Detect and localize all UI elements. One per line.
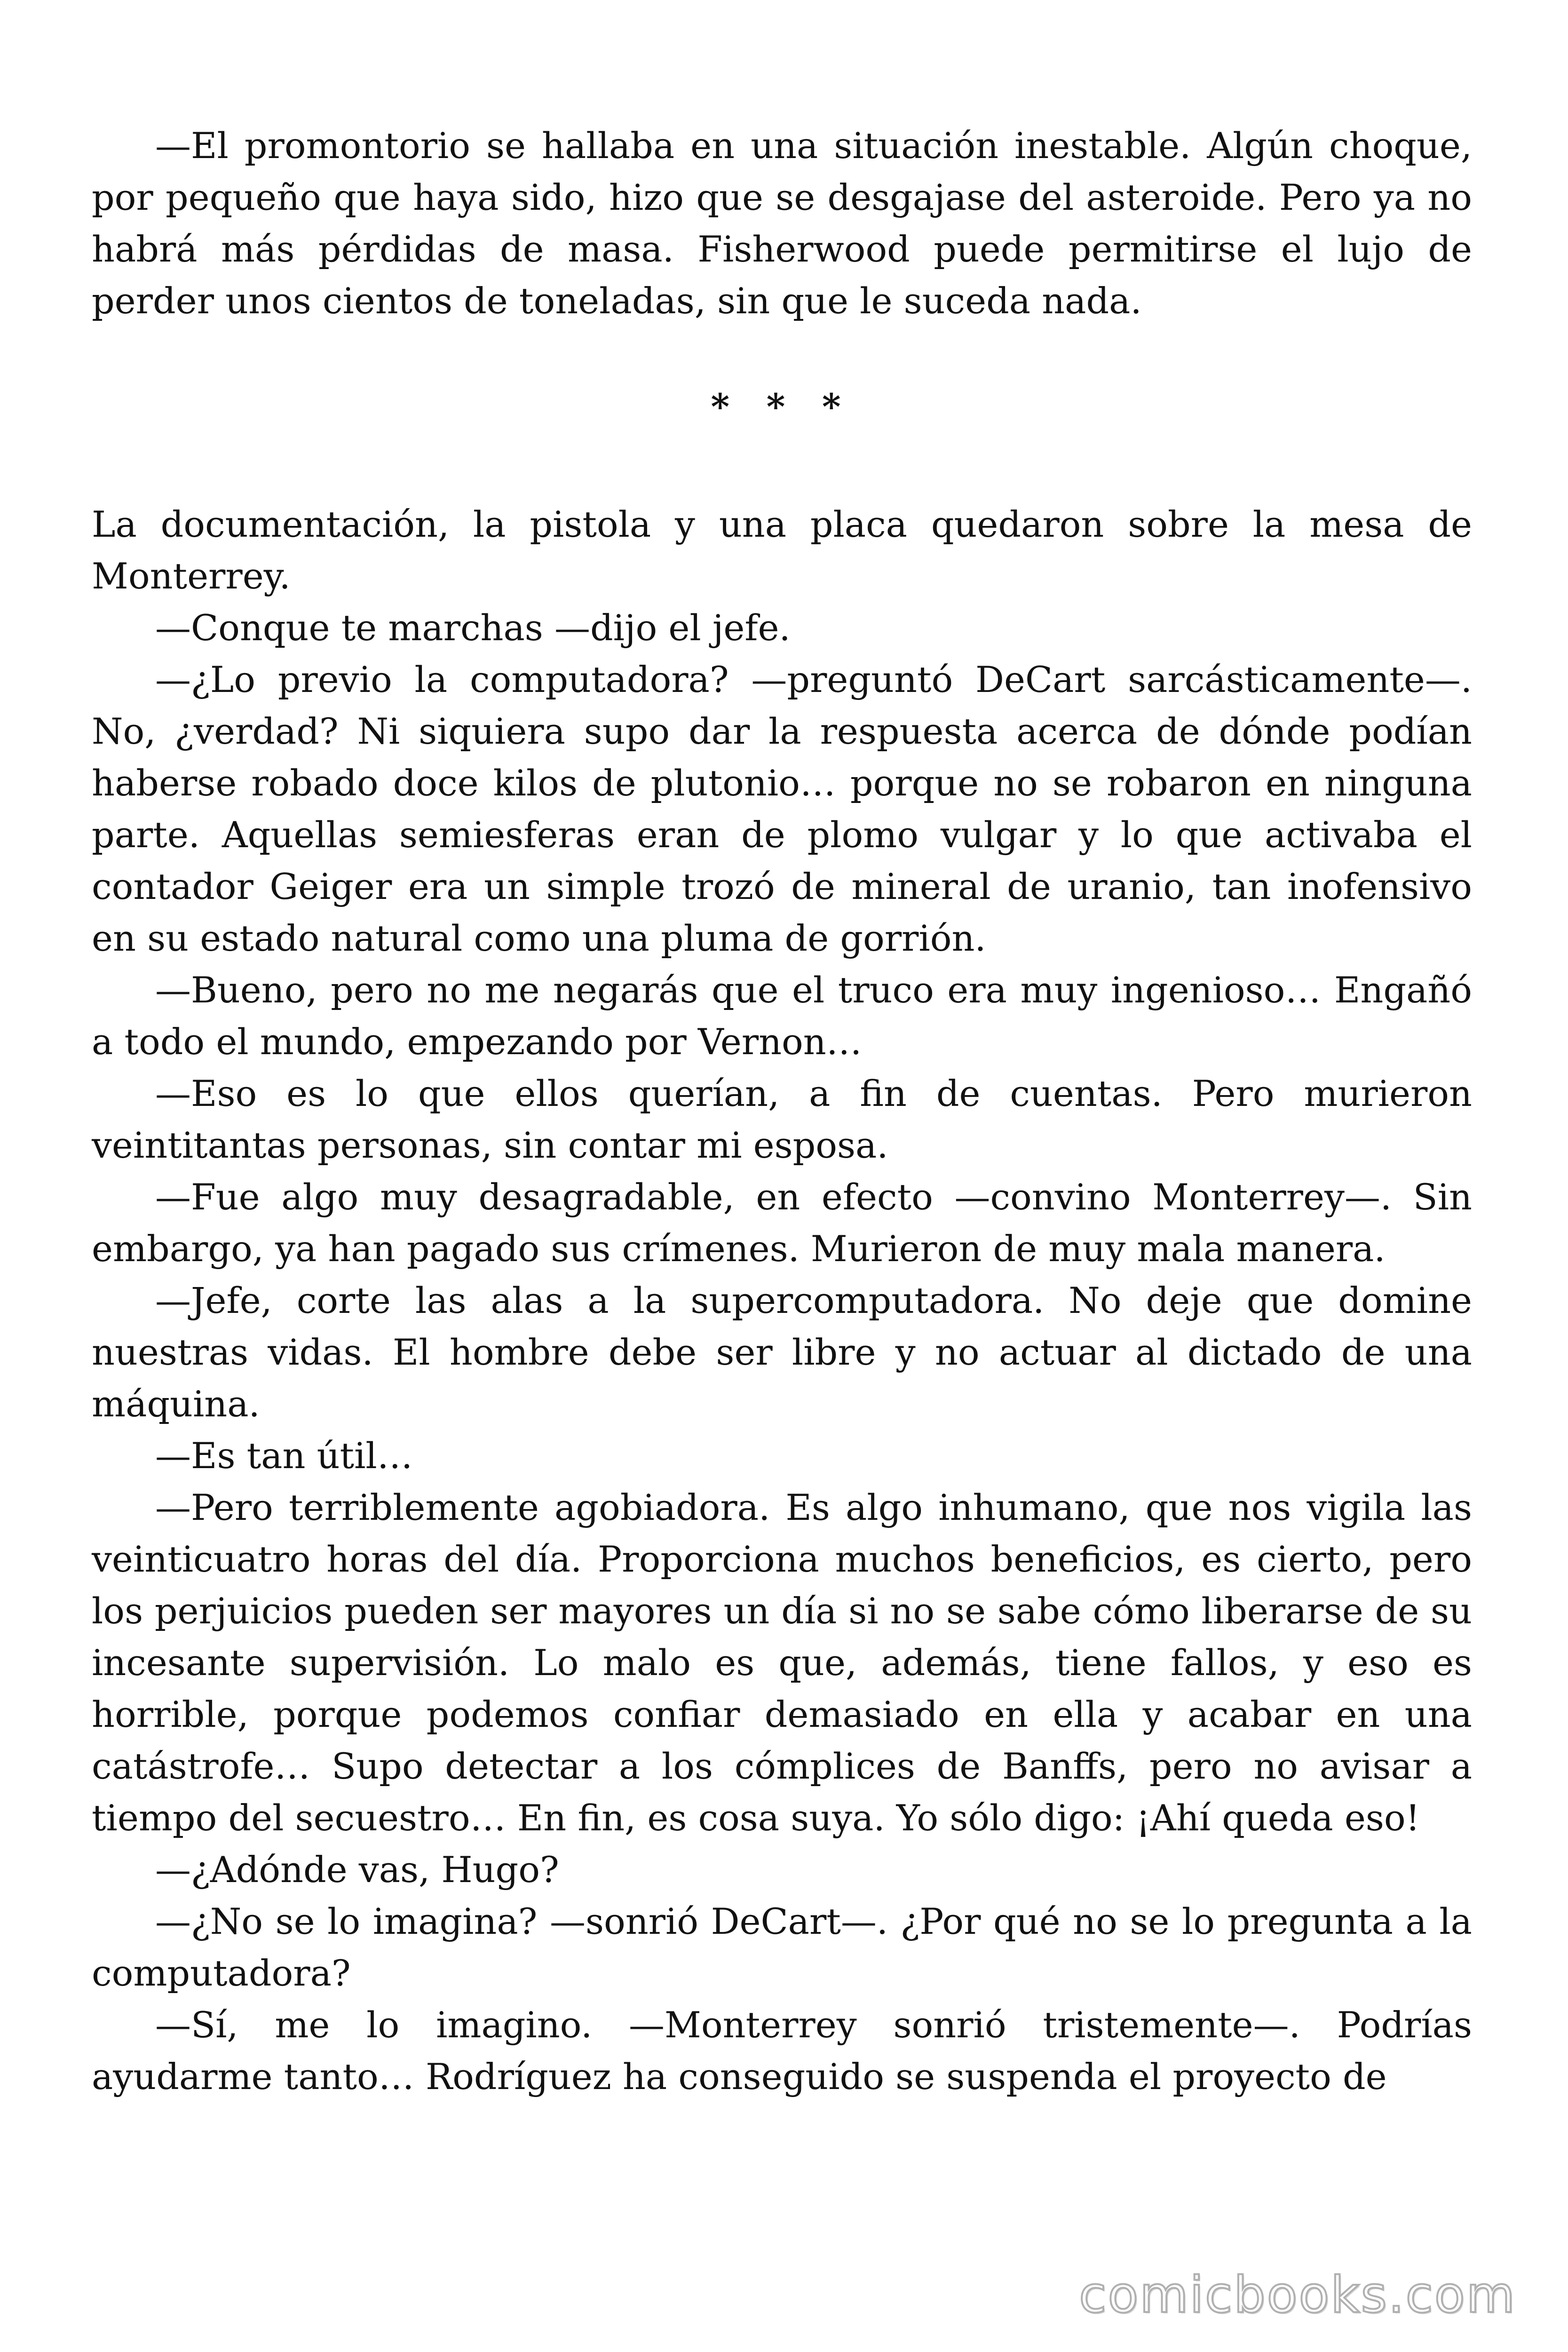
paragraph: —Pero terriblemente agobiadora. Es algo inhumano, que nos vigila las veinticuatro horas del día. Proporciona muchos beneficios, es cierto, pero los perjuicios pueden ser mayores un día si no se sabe cómo liberarse de su incesante supervisión. Lo malo es que, además, tiene fallos, y eso es horrible, porque podemos confiar demasiado en ella y acabar en una catástrofe… Supo detectar a los cómplices de Banffs, pero no avisar a tiempo del secuestro… En fin, es cosa suya. Yo sólo digo: ¡Ahí queda eso!	[92, 1486, 1472, 1839]
paragraph: —¿No se lo imagina? —sonrió DeCart—. ¿Por qué no se lo pregunta a la computadora?	[92, 1900, 1472, 1994]
paragraph: —Jefe, corte las alas a la supercomputadora. No deje que domine nuestras vidas. El hombre debe ser libre y no actuar al dictado de una máquina.	[92, 1279, 1472, 1425]
paragraph: —Bueno, pero no me negarás que el truco era muy ingenioso… Engañó a todo el mundo, empezando por Vernon…	[92, 969, 1472, 1063]
section-separator: * * *	[711, 386, 853, 428]
paragraph: —Eso es lo que ellos querían, a fin de cuentas. Pero murieron veintitantas personas, sin contar mi esposa.	[92, 1073, 1472, 1166]
page-body	[92, 120, 1472, 2103]
paragraph: —Sí, me lo imagino. —Monterrey sonrió tristemente—. Podrías ayudarme tanto… Rodríguez ha conseguido se suspenda el proyecto de	[92, 2004, 1472, 2098]
paragraph: —Es tan útil…	[155, 1435, 413, 1477]
paragraph: —¿Adónde vas, Hugo?	[155, 1849, 559, 1891]
paragraph: —El promontorio se hallaba en una situación inestable. Algún choque, por pequeño que haya sido, hizo que se desgajase del asteroide. Pero ya no habrá más pérdidas de masa. Fisherwood puede permitirse el lujo de perder unos cientos de toneladas, sin que le suceda nada.	[92, 125, 1472, 322]
paragraph: —Conque te marchas —dijo el jefe.	[155, 607, 791, 649]
paragraph: La documentación, la pistola y una placa quedaron sobre la mesa de Monterrey.	[92, 503, 1472, 597]
paragraph: —Fue algo muy desagradable, en efecto —convino Monterrey—. Sin embargo, ya han pagado sus crímenes. Murieron de muy mala manera.	[92, 1176, 1472, 1270]
watermark: comicbooks.com	[1079, 2266, 1516, 2324]
paragraph: —¿Lo previo la computadora? —preguntó DeCart sarcásticamente—. No, ¿verdad? Ni siquiera supo dar la respuesta acerca de dónde podían haberse robado doce kilos de plutonio… porque no se robaron en ninguna parte. Aquellas semiesferas eran de plomo vulgar y lo que activaba el contador Geiger era un simple trozó de mineral de uranio, tan inofensivo en su estado natural como una pluma de gorrión.	[92, 659, 1472, 959]
